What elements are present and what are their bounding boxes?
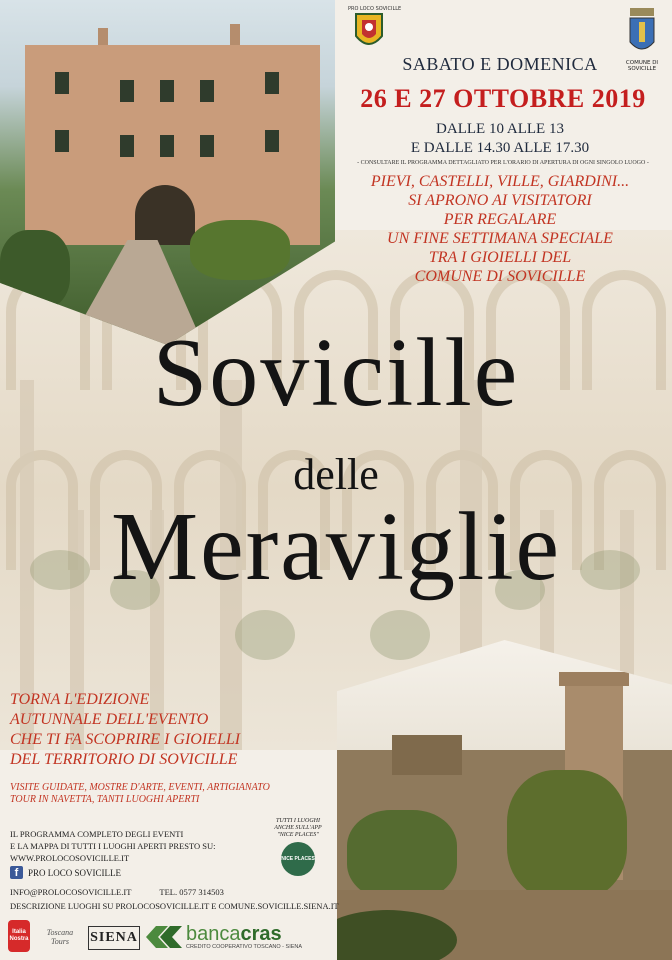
promo-detail-line: VISITE GUIDATE, MOSTRE D'ARTE, EVENTI, ARTIGIANATO [10, 782, 270, 793]
opening-hours-note: - CONSULTARE IL PROGRAMMA DETTAGLIATO PER L'ORARIO DI APERTURA DI OGNI SINGOLO LUOGO - [357, 160, 649, 166]
nice-places-logo[interactable] [281, 842, 315, 876]
tagline-line: UN FINE SETTIMANA SPECIALE [387, 230, 613, 247]
facebook-link[interactable] [10, 866, 121, 879]
opening-hours-morning: DALLE 10 ALLE 13 [436, 121, 564, 137]
tagline [345, 172, 655, 286]
bancacras-word-banca: banca [186, 923, 241, 945]
info-block [10, 828, 250, 864]
tagline-line: PIEVI, CASTELLI, VILLE, GIARDINI... [370, 173, 630, 190]
app-note-line: ANCHE SULL'APP [274, 825, 322, 831]
facebook-icon: f [10, 866, 23, 879]
promo-line: DEL TERRITORIO DI SOVICILLE [10, 751, 238, 768]
contact-line [10, 886, 310, 898]
info-line: IL PROGRAMMA COMPLETO DEGLI EVENTI [10, 829, 184, 839]
title-line-3: Meraviglie [111, 493, 561, 601]
proloco-logo: PRO LOCO SOVICILLE [348, 6, 390, 56]
event-days: SABATO E DOMENICA [402, 54, 598, 74]
promo-line: AUTUNNALE DELL'EVENTO [10, 711, 209, 728]
title-line-2: delle [293, 450, 379, 499]
toscana-tours-logo: Toscana Tours [46, 928, 74, 946]
bancacras-word-cras: cras [240, 923, 282, 945]
facebook-label: PRO LOCO SOVICILLE [28, 867, 122, 878]
promo-headline [10, 690, 330, 770]
promo-line: CHE TI FA SCOPRIRE I GIOIELLI [10, 731, 241, 748]
email-link[interactable]: INFO@PROLOCOSOVICILLE.IT [10, 887, 132, 897]
website-link[interactable]: WWW.PROLOCOSOVICILLE.IT [10, 853, 130, 863]
promo-detail-line: TOUR IN NAVETTA, TANTI LUOGHI APERTI [10, 794, 200, 805]
siena-logo: SIENA [88, 926, 140, 950]
bancacras-subtitle: CREDITO COOPERATIVO TOSCANO - SIENA [186, 944, 303, 950]
castle-photo [337, 640, 672, 960]
app-note-line: "NICE PLACES" [277, 832, 319, 838]
app-note-line: TUTTI I LUOGHI [275, 818, 320, 824]
promo-line: TORNA L'EDIZIONE [10, 691, 150, 708]
app-note [268, 818, 328, 839]
comune-logo: COMUNE DI SOVICILLE [620, 6, 664, 72]
bancacras-mark-icon [146, 924, 182, 950]
phone-number: TEL. 0577 314503 [159, 887, 224, 897]
tagline-line: PER REGALARE [443, 211, 557, 228]
nice-places-label: NICE PLACES [281, 856, 315, 862]
title-line-1: Sovicille [152, 319, 520, 427]
tagline-line: COMUNE DI SOVICILLE [414, 268, 586, 285]
event-dates: 26 E 27 OTTOBRE 2019 [360, 84, 646, 113]
promo-details [10, 782, 330, 806]
info-line: E LA MAPPA DI TUTTI I LUOGHI APERTI PRESTO SU: [10, 841, 216, 851]
proloco-shield-icon [354, 12, 384, 52]
tagline-line: SI APRONO AI VISITATORI [408, 192, 592, 209]
description-line: DESCRIZIONE LUOGHI SU PROLOCOSOVICILLE.IT E COMUNE.SOVICILLE.SIENA.IT [10, 901, 339, 911]
bancacras-logo [146, 924, 302, 950]
opening-hours-afternoon: E DALLE 14.30 ALLE 17.30 [410, 140, 590, 156]
comune-crest-icon [627, 6, 657, 56]
tagline-line: TRA I GIOIELLI DEL [428, 249, 572, 266]
italia-nostra-logo: Italia Nostra [8, 920, 30, 952]
